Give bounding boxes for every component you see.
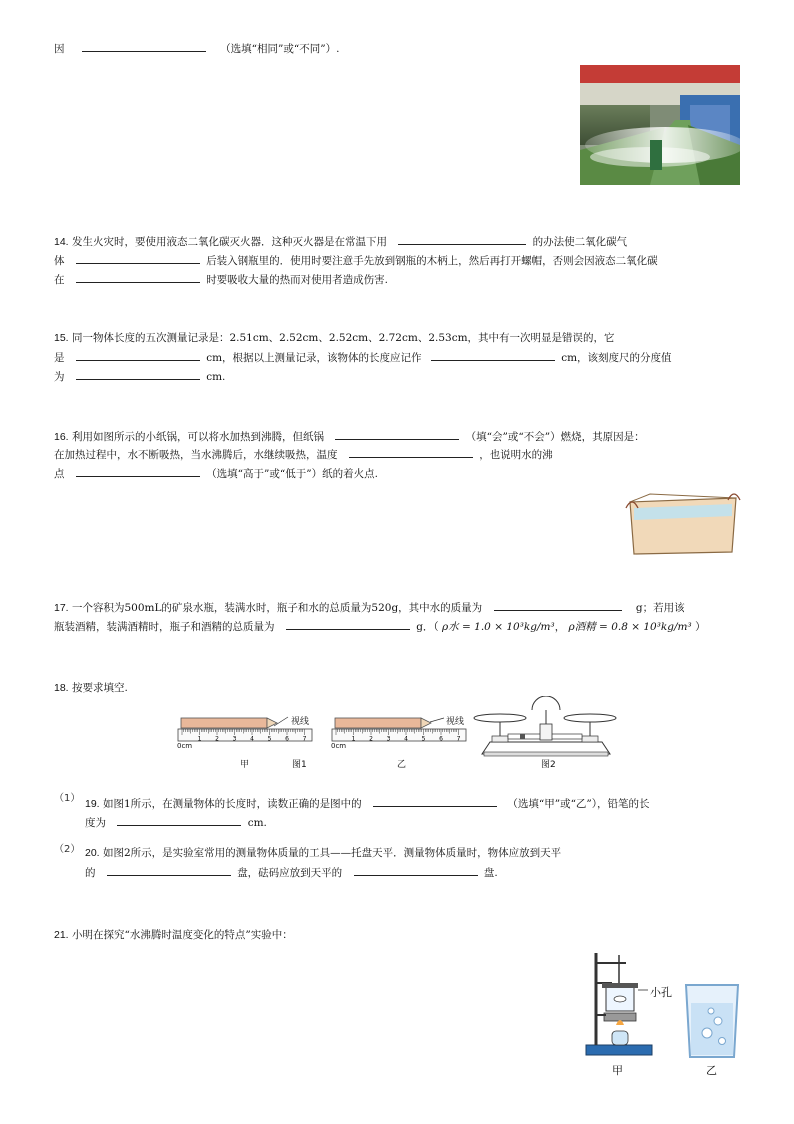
q15-line2: 是 cm，根据以上测量记录，该物体的长度应记作 cm，该刻度尺的分度值 (54, 349, 672, 365)
ruler-tick-label: 2 (369, 735, 373, 743)
ruler-tick-label: 4 (250, 735, 254, 743)
q16-line2: 在加热过程中，水不断吸热，当水沸腾后，水继续吸热，温度 ，也说明水的沸 (54, 446, 553, 462)
supermarket-mist-photo (580, 65, 740, 185)
ruler-tick-label: 6 (285, 735, 289, 743)
ruler-tick-label: 6 (439, 735, 443, 743)
q14-line3: 在 时要吸收大量的热而对使用者造成伤害. (54, 271, 388, 287)
label-fig2: 图2 (541, 760, 556, 770)
q16-blank-1[interactable] (335, 428, 459, 440)
ruler-zero-yi: 0cm (331, 742, 347, 750)
q18-sub1-line1: 19. 如图1所示，在测量物体的长度时，读数正确的是图中的 （选填“甲”或“乙”），铅笔的长 (85, 795, 650, 811)
q15-blank-1[interactable] (76, 349, 200, 361)
q15-blank-3[interactable] (76, 368, 200, 380)
ruler-tick-label: 3 (386, 735, 391, 743)
ruler-tick-label: 5 (421, 735, 426, 743)
q18-sub2-line1: 20. 如图2所示，是实验室常用的测量物体质量的工具——托盘天平．测量物体质量时，物体应放到天平 (85, 847, 562, 859)
q15-line3: 为 cm. (54, 368, 225, 384)
apparatus-label-yi: 乙 (706, 1064, 717, 1077)
q13-line1: 因 （选填“相同”或“不同”）. (54, 40, 340, 56)
q18-sub2-line2: 的 盘，砝码应放到天平的 盘. (85, 864, 498, 880)
ruler-tick-label: 2 (215, 735, 219, 743)
q18-sub1-line2: 度为 cm. (85, 814, 267, 830)
ruler-tick-label: 5 (267, 735, 272, 743)
q16-blank-3[interactable] (76, 465, 200, 477)
boiling-apparatus-figure (582, 945, 752, 1075)
paper-pot-figure (624, 490, 742, 560)
q13-blank-1[interactable] (82, 40, 206, 52)
q15-line1: 15. 同一物体长度的五次测量记录是：2.51cm、2.52cm、2.52cm、2.72cm、2.53cm，其中有一次明显是错误的，它 (54, 332, 615, 344)
q16-blank-2[interactable] (349, 446, 473, 458)
ruler-tick-label: 7 (302, 735, 307, 743)
ruler-tick-label: 1 (197, 735, 202, 743)
q17-blank-2[interactable] (286, 618, 410, 630)
label-yi: 乙 (397, 760, 407, 770)
q17-line2: 瓶装酒精，装满酒精时，瓶子和酒精的总质量为 g．（ ρ水 = 1.0 × 10³kg/m³， ρ酒精 = 0.8 × 10³kg/m³ ） (54, 618, 706, 634)
q19-blank-2[interactable] (117, 814, 241, 826)
q14-line1: 14. 发生火灾时，要使用液态二氧化碳灭火器．这种灭火器是在常温下用 的办法使二氧化碳气 (54, 233, 627, 249)
q16-line3: 点 （选填“高于”或“低于”）纸的着火点. (54, 465, 378, 481)
q14-blank-1[interactable] (398, 233, 526, 245)
q21-line1: 21. 小明在探究“水沸腾时温度变化的特点”实验中： (54, 929, 293, 941)
sight-label-jia: 视线 (291, 717, 310, 727)
ruler-tick-label: 7 (456, 735, 461, 743)
q20-blank-1[interactable] (107, 864, 231, 876)
q20-blank-2[interactable] (354, 864, 478, 876)
apparatus-label-jia: 甲 (612, 1064, 623, 1077)
q18-title: 18. 按要求填空. (54, 682, 128, 694)
q15-blank-2[interactable] (431, 349, 555, 361)
q14-line2: 体 后装入钢瓶里的．使用时要注意手先放到钢瓶的木柄上，然后再打开螺帽，否则会因液态二氧化碳 (54, 252, 658, 268)
q18-sub1-mark: （1） (54, 793, 81, 804)
q19-blank-1[interactable] (373, 795, 497, 807)
balance-figure (472, 696, 620, 762)
q16-line1: 16. 利用如图所示的小纸锅，可以将水加热到沸腾，但纸锅 （填“会”或“不会”）燃烧，其原因是： (54, 428, 645, 444)
hole-label: 小孔 (650, 986, 672, 999)
q17-line1: 17. 一个容积为500mL的矿泉水瓶，装满水时，瓶子和水的总质量为520g，其中水的质量为 g；若用该 (54, 599, 685, 615)
label-jia: 甲 (240, 760, 250, 770)
q18-sub2-mark: （2） (54, 844, 81, 855)
ruler-tick-label: 1 (351, 735, 356, 743)
label-fig1: 图1 (292, 760, 307, 770)
q14-blank-3[interactable] (76, 271, 200, 283)
ruler-tick-label: 4 (404, 735, 408, 743)
q17-blank-1[interactable] (494, 599, 622, 611)
ruler-zero-jia: 0cm (177, 742, 193, 750)
q14-blank-2[interactable] (76, 252, 200, 264)
ruler-tick-label: 3 (232, 735, 237, 743)
sight-label-yi: 视线 (446, 717, 465, 727)
